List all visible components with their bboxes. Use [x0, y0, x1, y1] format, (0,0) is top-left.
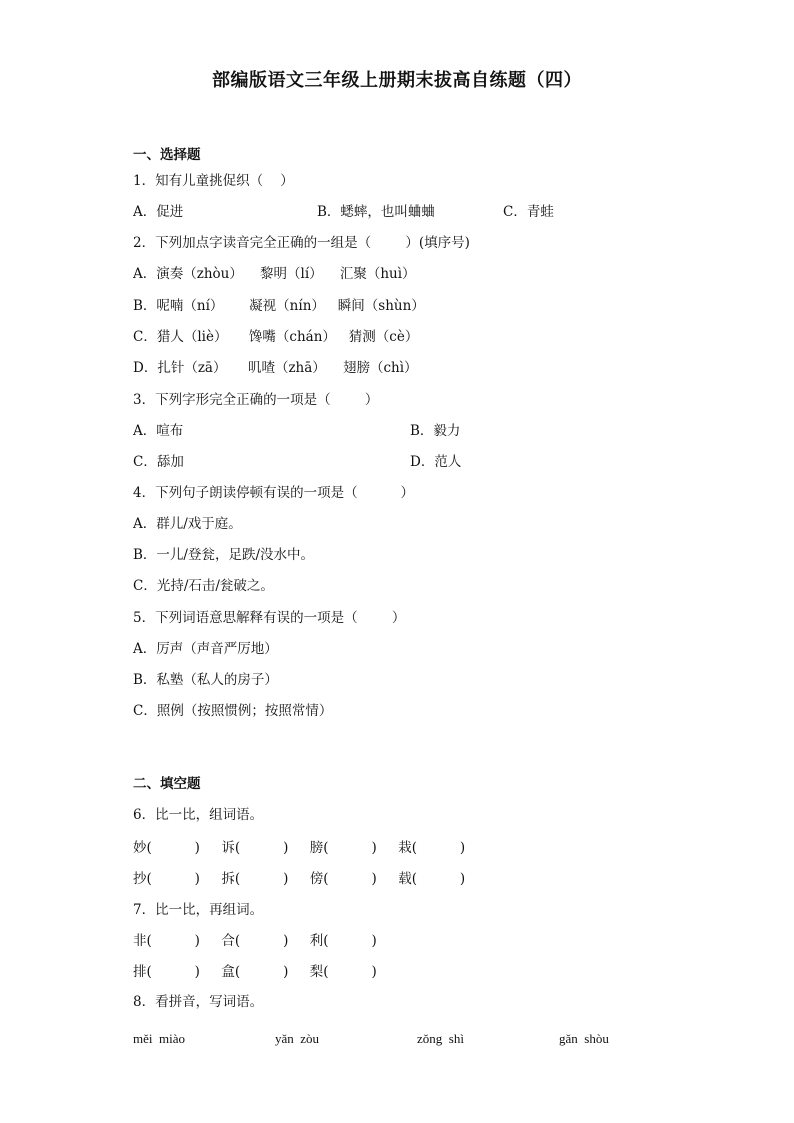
question-3-stem: 3．下列字形完全正确的一项是（ ）	[133, 392, 379, 408]
pinyin-item: yǎn zòu	[275, 1031, 320, 1046]
question-4-option-b: B．一儿/登瓮，足跌/没水中。	[133, 547, 315, 563]
question-8-stem: 8．看拼音，写词语。	[133, 994, 264, 1010]
question-2-stem: 2．下列加点字读音完全正确的一组是（ ）(填序号)	[133, 235, 470, 251]
question-6-row-2: 抄( ) 拆( ) 傍( ) 载( )	[133, 871, 466, 887]
question-2-option-a: A．演奏（zhòu） 黎明（lí） 汇聚（huì）	[133, 266, 416, 282]
question-3-option-c: C．舔加	[133, 454, 184, 470]
section-choice-heading: 一、选择题	[133, 147, 201, 163]
question-1-option-c: C．青蛙	[503, 204, 554, 220]
pinyin-item: měi miào	[133, 1031, 185, 1046]
question-7-stem: 7．比一比，再组词。	[133, 902, 264, 918]
question-3-option-b: B．毅力	[410, 423, 461, 439]
question-3-option-d: D．范人	[410, 454, 462, 470]
question-2-option-c: C．猎人（liè） 馋嘴（chán） 猜测（cè）	[133, 329, 419, 345]
pinyin-item: gǎn shòu	[559, 1031, 609, 1046]
question-6-stem: 6．比一比，组词语。	[133, 807, 264, 823]
question-2-option-d: D．扎针（zā） 叽喳（zhā） 翅膀（chì）	[133, 360, 418, 376]
question-4-option-c: C．光持/石击/瓮破之。	[133, 578, 274, 594]
question-6-row-1: 妙( ) 诉( ) 膀( ) 栽( )	[133, 840, 466, 856]
question-5-stem: 5．下列词语意思解释有误的一项是（ ）	[133, 610, 406, 626]
section-fill-heading: 二、填空题	[133, 776, 201, 792]
question-5-option-b: B．私塾（私人的房子）	[133, 672, 278, 688]
question-7-row-2: 排( ) 盒( ) 梨( )	[133, 964, 377, 980]
question-5-option-c: C．照例（按照惯例；按照常情）	[133, 703, 333, 719]
pinyin-item: zǒng shì	[417, 1031, 464, 1046]
question-1-option-b: B．蟋蟀，也叫蛐蛐	[317, 204, 435, 220]
question-4-option-a: A．群儿/戏于庭。	[133, 516, 242, 532]
question-1-stem: 1．知有儿童挑促织（ ）	[133, 173, 294, 189]
question-4-stem: 4．下列句子朗读停顿有误的一项是（ ）	[133, 485, 415, 501]
question-5-option-a: A．厉声（声音严厉地）	[133, 641, 278, 657]
page-title: 部编版语文三年级上册期末拔高自练题（四）	[212, 70, 582, 91]
question-7-row-1: 非( ) 合( ) 利( )	[133, 933, 377, 949]
question-2-option-b: B．呢喃（ní） 凝视（nín） 瞬间（shùn）	[133, 298, 425, 314]
question-1-option-a: A．促进	[133, 204, 184, 220]
question-3-option-a: A．喧布	[133, 423, 184, 439]
